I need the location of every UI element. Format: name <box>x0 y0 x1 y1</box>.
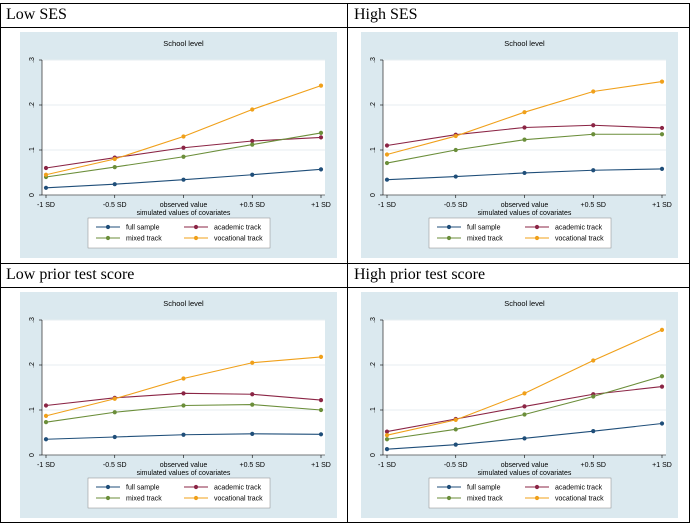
legend-label: vocational track <box>214 495 263 503</box>
legend-label: full sample <box>126 224 160 232</box>
chart-title: School level <box>163 39 204 48</box>
y-tick-label: .1 <box>29 407 36 413</box>
data-point <box>522 138 526 142</box>
data-point <box>385 437 389 441</box>
x-tick-label: -0.5 SD <box>102 202 127 209</box>
grid-line-bottom <box>0 522 690 523</box>
data-point <box>522 391 526 395</box>
x-axis-label: simulated values of covariates <box>477 210 572 217</box>
chart-panel-high-prior <box>361 292 678 518</box>
x-tick-label: observed value <box>159 462 208 469</box>
y-tick-label: .1 <box>370 407 377 413</box>
data-point <box>522 110 526 114</box>
legend-marker <box>535 236 539 240</box>
x-tick-label: +1 SD <box>311 462 331 469</box>
panel-heading: Low prior test score <box>6 266 135 283</box>
data-point <box>113 397 117 401</box>
x-tick-label: +0.5 SD <box>239 202 265 209</box>
grid-line-top <box>0 3 690 4</box>
legend <box>429 478 611 508</box>
data-point <box>385 143 389 147</box>
legend-label: full sample <box>467 484 501 492</box>
x-axis-label: simulated values of covariates <box>477 470 572 477</box>
data-point <box>44 173 48 177</box>
data-point <box>454 443 458 447</box>
data-point <box>454 427 458 431</box>
x-tick-label: +1 SD <box>652 202 672 209</box>
y-tick-label: .3 <box>29 57 36 63</box>
data-point <box>522 171 526 175</box>
legend-marker <box>535 225 539 229</box>
data-point <box>250 361 254 365</box>
x-tick-label: +0.5 SD <box>239 462 265 469</box>
data-point <box>660 374 664 378</box>
data-point <box>660 421 664 425</box>
data-point <box>181 146 185 150</box>
data-point <box>385 430 389 434</box>
data-point <box>454 174 458 178</box>
data-point <box>113 157 117 161</box>
legend-label: full sample <box>126 484 160 492</box>
data-point <box>385 161 389 165</box>
y-tick-label: .3 <box>370 57 377 63</box>
data-point <box>591 429 595 433</box>
data-point <box>454 418 458 422</box>
legend-marker <box>447 225 451 229</box>
data-point <box>181 134 185 138</box>
data-point <box>319 131 323 135</box>
data-point <box>319 432 323 436</box>
legend-marker <box>535 496 539 500</box>
grid-line-middle <box>0 263 690 264</box>
legend-label: vocational track <box>555 495 604 503</box>
data-point <box>250 143 254 147</box>
data-point <box>522 412 526 416</box>
data-point <box>660 126 664 130</box>
x-tick-label: observed value <box>500 462 549 469</box>
data-point <box>591 123 595 127</box>
data-point <box>44 166 48 170</box>
data-point <box>591 89 595 93</box>
legend-marker <box>535 485 539 489</box>
data-point <box>181 155 185 159</box>
x-tick-label: -1 SD <box>378 202 396 209</box>
data-point <box>250 173 254 177</box>
data-point <box>181 391 185 395</box>
data-point <box>181 376 185 380</box>
x-tick-label: -0.5 SD <box>443 202 468 209</box>
data-point <box>660 80 664 84</box>
x-tick-label: -1 SD <box>378 462 396 469</box>
panel-heading: High SES <box>354 6 418 23</box>
panel-heading: High prior test score <box>354 266 486 283</box>
legend-marker <box>106 496 110 500</box>
chart-panel-high-ses <box>361 32 678 258</box>
x-tick-label: +1 SD <box>652 462 672 469</box>
grid-line-left <box>0 3 1 523</box>
data-point <box>660 385 664 389</box>
data-point <box>319 84 323 88</box>
x-tick-label: observed value <box>500 202 549 209</box>
chart-svg <box>361 32 678 258</box>
data-point <box>44 403 48 407</box>
data-point <box>591 358 595 362</box>
legend-label: academic track <box>214 224 262 232</box>
legend-label: academic track <box>214 484 262 492</box>
legend-marker <box>106 225 110 229</box>
grid-line-center <box>347 3 348 523</box>
grid-line-row2 <box>0 287 690 288</box>
y-tick-label: 0 <box>29 453 36 457</box>
y-tick-label: .3 <box>29 317 36 323</box>
data-point <box>660 167 664 171</box>
chart-title: School level <box>504 299 545 308</box>
x-tick-label: -1 SD <box>37 462 55 469</box>
data-point <box>591 394 595 398</box>
data-point <box>250 432 254 436</box>
legend-label: full sample <box>467 224 501 232</box>
data-point <box>385 447 389 451</box>
x-tick-label: -0.5 SD <box>102 462 127 469</box>
legend-label: academic track <box>555 224 603 232</box>
legend-marker <box>194 496 198 500</box>
data-point <box>522 404 526 408</box>
plot-area <box>42 60 325 195</box>
data-point <box>522 125 526 129</box>
x-tick-label: +0.5 SD <box>580 202 606 209</box>
legend-label: mixed track <box>126 235 162 243</box>
data-point <box>181 433 185 437</box>
y-tick-label: .1 <box>370 147 377 153</box>
data-point <box>522 436 526 440</box>
x-axis-label: simulated values of covariates <box>136 210 231 217</box>
data-point <box>454 134 458 138</box>
x-tick-label: -1 SD <box>37 202 55 209</box>
data-point <box>44 414 48 418</box>
grid-line-row1 <box>0 27 690 28</box>
data-point <box>319 408 323 412</box>
legend <box>88 218 270 248</box>
data-point <box>250 403 254 407</box>
chart-panel-low-ses <box>20 32 337 258</box>
legend-label: mixed track <box>467 235 503 243</box>
legend-marker <box>447 496 451 500</box>
data-point <box>319 355 323 359</box>
data-point <box>250 139 254 143</box>
legend <box>88 478 270 508</box>
data-point <box>44 420 48 424</box>
data-point <box>319 135 323 139</box>
data-point <box>113 182 117 186</box>
legend-marker <box>106 485 110 489</box>
legend-marker <box>106 236 110 240</box>
data-point <box>385 152 389 156</box>
x-tick-label: +0.5 SD <box>580 462 606 469</box>
data-point <box>113 410 117 414</box>
x-axis-label: simulated values of covariates <box>136 470 231 477</box>
y-tick-label: .2 <box>29 102 36 108</box>
data-point <box>660 132 664 136</box>
legend-marker <box>194 485 198 489</box>
legend-marker <box>447 485 451 489</box>
y-tick-label: 0 <box>370 453 377 457</box>
legend-marker <box>447 236 451 240</box>
legend-label: mixed track <box>467 495 503 503</box>
data-point <box>44 437 48 441</box>
chart-svg <box>20 32 337 258</box>
legend-label: mixed track <box>126 495 162 503</box>
chart-title: School level <box>504 39 545 48</box>
x-tick-label: +1 SD <box>311 202 331 209</box>
data-point <box>181 403 185 407</box>
y-tick-label: .3 <box>370 317 377 323</box>
chart-svg <box>361 292 678 518</box>
data-point <box>591 132 595 136</box>
y-tick-label: 0 <box>29 193 36 197</box>
data-point <box>660 328 664 332</box>
data-point <box>385 433 389 437</box>
x-tick-label: -0.5 SD <box>443 462 468 469</box>
x-tick-label: observed value <box>159 202 208 209</box>
y-tick-label: .1 <box>29 147 36 153</box>
data-point <box>385 178 389 182</box>
data-point <box>319 167 323 171</box>
legend-label: academic track <box>555 484 603 492</box>
y-tick-label: .2 <box>370 362 377 368</box>
legend-marker <box>194 236 198 240</box>
data-point <box>250 392 254 396</box>
data-point <box>319 398 323 402</box>
data-point <box>181 178 185 182</box>
chart-svg <box>20 292 337 518</box>
chart-title: School level <box>163 299 204 308</box>
data-point <box>591 168 595 172</box>
chart-panel-low-prior <box>20 292 337 518</box>
data-point <box>113 165 117 169</box>
y-tick-label: .2 <box>29 362 36 368</box>
panel-heading: Low SES <box>6 6 67 23</box>
legend-marker <box>194 225 198 229</box>
data-point <box>113 435 117 439</box>
y-tick-label: .2 <box>370 102 377 108</box>
y-tick-label: 0 <box>370 193 377 197</box>
legend-label: vocational track <box>555 235 604 243</box>
data-point <box>454 148 458 152</box>
legend <box>429 218 611 248</box>
legend-label: vocational track <box>214 235 263 243</box>
data-point <box>250 107 254 111</box>
data-point <box>44 186 48 190</box>
